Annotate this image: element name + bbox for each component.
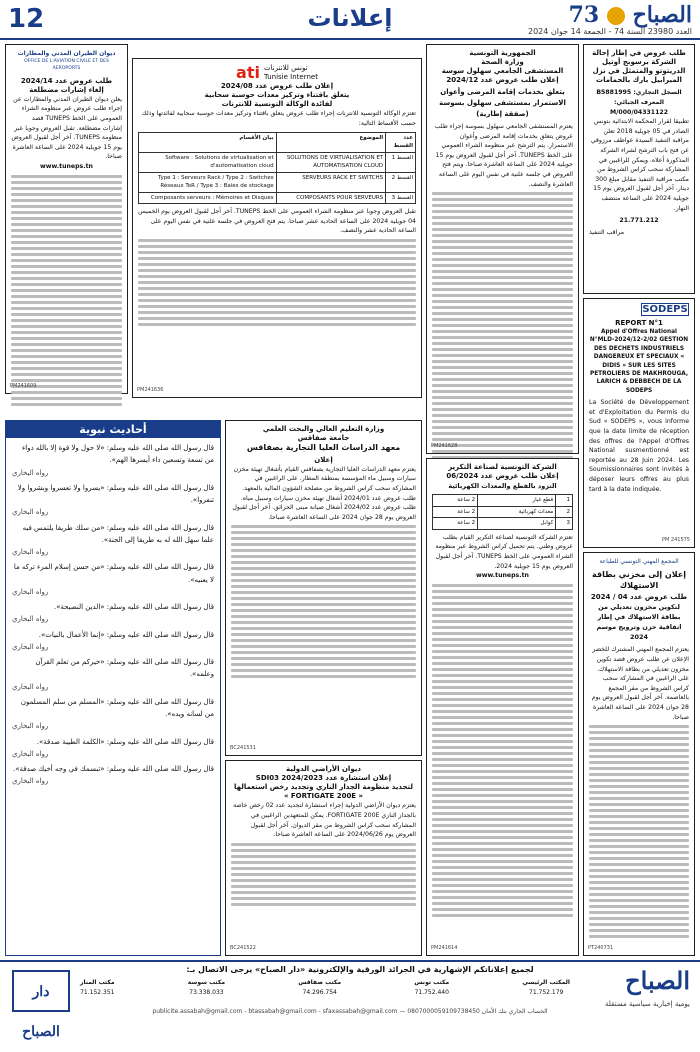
tender-number: إعلان طلب عروض عدد 2024/12 <box>446 76 559 85</box>
hadith-item: قال رسول الله صلى الله عليه وسلم: «الدين النصيحة». <box>53 603 214 611</box>
footer-title: لجميع إعلاناتكم الإشهارية في الجرائد الورقية والإلكترونية «دار الصباح» يرجى الاتصال بـ: <box>186 965 534 974</box>
table-cell: COMPOSANTS POUR SERVEURS <box>276 192 386 204</box>
hadith-item: قال رسول الله صلى الله عليه وسلم: «الكلمة الطيبة صدقة». <box>36 737 214 746</box>
hadith-item: قال رسول الله صلى الله عليه وسلم: «من سلك طريقا يلتمس فيه علما سهل الله له به طريقا إلى الجنة». <box>22 523 214 544</box>
ad-body: يعلن ديوان الطيران المدني والمطارات عن إجراء طلب عروض عبر منظومة الشراء العمومي على الخط TUNEPS قصد إشارات مضطلعة. تقبل العروض وجوبا عبر منظومة TUNEPS. آخر أجل لقبول العروض يوم 15 جويلية 2024 على الساعة العاشرة صباحا. <box>11 95 122 161</box>
section-title: إعلانات <box>307 4 393 32</box>
office-phone[interactable]: 71.752.440 <box>414 988 449 996</box>
footer-bank: publicite.assabah@gmail.com - btassabah@gmail.com - sfaxassabah@gmail.com — الحساب الجاري بنك الأمان 0807000059109738450 <box>152 1008 548 1015</box>
lots-table <box>432 494 573 530</box>
ad-subject: التزود بالقطع والمعدات الكهربائية <box>448 482 557 491</box>
footer-office <box>80 978 115 997</box>
office-phone[interactable]: 71.752.179 <box>529 988 564 996</box>
ad-body: يعتزم المستشفى الجامعي سهلول بسوسة إجراء طلب عروض يتعلق بخدمات إقامة المرضى وأعوان الاستمرار. يتم الترشح عبر منظومة الشراء العمومي على الخط TUNEPS. آخر أجل لقبول العروض يوم 15 جويلية 2024 على الساعة العاشرة صباحا. ويتم فتح العروض في جلسة علنية في نفس اليوم على الساعة العاشرة والنصف. <box>434 122 573 188</box>
consultation-number: إعلان استشارة عدد 2024/2023 SDI03 <box>255 774 392 783</box>
table-cell: قطع غيار <box>478 495 556 507</box>
office-name: مكتب تونس <box>414 979 450 986</box>
ad-intro: تعتزم الوكالة التونسية للانترنات إجراء طلب عروض يتعلق باقتناء وتركيز معدات حوسبة سحابية لفائدتها وذلك حسب الأقساط التالية: <box>141 110 416 127</box>
office-phone[interactable]: 71.152.351 <box>80 988 115 996</box>
company-name: الشركة التونسية لصناعة التكرير <box>448 463 557 471</box>
hadith-narrator: رواه البخاري <box>12 615 49 624</box>
ad-body: تعتزم الشركة التونسية لصناعة التكرير القيام بطلب عروض وطني. يتم تحميل كراس الشروط عبر منظومة الشراء العمومي على الخط TUNEPS. آخر أجل لقبول العروض يوم 15 جويلية 2024. <box>435 533 573 570</box>
hadith-item: قال رسول الله صلى الله عليه وسلم: «يسروا ولا تعسروا وبشروا ولا تنفروا». <box>17 483 214 504</box>
tuneps-link[interactable]: www.tuneps.tn <box>40 162 93 170</box>
registry: السجل التجاري: B5881995 <box>596 89 682 97</box>
page-number: 12 <box>8 4 45 34</box>
office-name: مكتب المنار <box>80 979 115 986</box>
ad-body: يعتزم المجمع المهني المشترك للخضر الإعلان عن طلب عروض قصد تكوين مخزون تعديلي من بطاقة الاستهلاك. على الراغبين في المشاركة سحب كراس الشروط من مقر المجمع بالعاصمة. آخر أجل لقبول العروض يوم 28 جوان 2024 على الساعة العاشرة صباحا. <box>591 646 689 721</box>
ad-subtitle: طلب عروض عدد 04 / 2024 <box>590 593 688 602</box>
table-cell: القسط 1 <box>386 152 416 172</box>
ad-subtitle-2: لتكوين مخزون تعديلي من بطاقة الاستهلاك في إطار اتفاقية خزن وترويج موسم 2024 <box>596 603 682 642</box>
table-cell: 2 ساعة <box>433 518 478 530</box>
table-row <box>433 518 573 530</box>
hadith-item: قال رسول الله صلى الله عليه وسلم: «المسلم من سلم المسلمون من لسانه ويده». <box>20 697 214 718</box>
tender-number: طلب عروض عدد 2024/14 <box>20 76 113 85</box>
table-cell: القسط 2 <box>386 172 416 192</box>
ad-body: يعتزم معهد الدراسات العليا التجارية بصفاقس القيام بأشغال تهيئة مخزن سيارات وسبيل ماء المؤسسة بمنطقة المطار. على الراغبين في المشاركة سحب كراس الشروط من مصلحة الشؤون المالية بالمعهد. طلب عروض عدد 2024/01 أشغال تهيئة مخزن سيارات وسبيل مياه. طلب عروض عدد 2024/02 أشغال صيانة مبنى الحرائق. آخر أجل لقبول العروض يوم 28 جوان 2024 على الساعة العاشرة صباحا. <box>232 465 416 521</box>
ad-code: PM241614 <box>431 945 458 952</box>
ministry-line: وزارة التعليم العالي والبحث العلمي <box>262 425 385 433</box>
table-cell: 2 ساعة <box>433 506 478 518</box>
newspaper-logo: الصباح 73 <box>568 2 692 28</box>
tender-subject: إلغاء إشارات مضطلعة <box>29 85 104 94</box>
office-name: ديوان الأراضي الدولية <box>286 765 361 773</box>
oaca-logo-fr: OFFICE DE L'AVIATION CIVILE ET DES AEROPORTS <box>24 59 109 72</box>
table-cell: معدات كهربائية <box>478 506 556 518</box>
hadith-narrator: رواه البخاري <box>12 722 49 731</box>
oaca-logo: ديوان الطيران المدني والمطارات <box>17 50 116 57</box>
ad-code: BC241522 <box>230 945 256 952</box>
ad-body: تقبل العروض وجوبا عبر منظومة الشراء العمومي على الخط TUNEPS. آخر أجل لقبول العروض يوم الخميس 04 جويلية 2024 على الساعة الحادية عشر صباحا. يتم فتح العروض في جلسة علنية في نفس اليوم على الساعة الحادية عشر والنصف. <box>138 208 416 235</box>
table-cell: SERVEURS RACK ET SWITCHS <box>276 172 386 192</box>
ad-code: BC241531 <box>230 745 256 752</box>
table-cell: 3 <box>556 518 573 530</box>
tender-subject: يتعلق باقتناء وتركيز معدات حوسبة سحابية <box>204 91 350 100</box>
lots-table <box>138 132 416 205</box>
footer-office <box>188 978 225 997</box>
text-filler <box>138 239 416 326</box>
tender-beneficiary: لفائدة الوكالة التونسية للانترنات <box>221 100 333 109</box>
ministry-line: وزارة الصحة <box>481 58 524 67</box>
hadith-title: أحاديث نبوية <box>6 421 220 438</box>
ad-hospital-sahloul <box>426 44 579 454</box>
table-row <box>433 495 573 507</box>
text-filler <box>11 175 122 406</box>
product-name: « FORTIGATE 200E » <box>283 792 364 801</box>
footer-tagline: يومية إخبارية سياسية مستقلة <box>604 1000 690 1008</box>
ad-title: إعلان إلى مخزني بطاقة الاستهلاك <box>592 570 686 590</box>
ad-subject: يتعلق بخدمات إقامة المرضى وأعوان الاستمرار بمستشفى سهلول بسوسة (صفقة إطارية) <box>439 88 566 119</box>
hadith-narrator: رواه البخاري <box>12 508 49 517</box>
contact-phone: 21.771.212 <box>619 217 659 225</box>
issue-line: العدد 23980 السنة 74 - الجمعة 14 جوان 2024 <box>528 27 692 36</box>
text-filler <box>231 525 416 678</box>
footer-main-logo: الصباح <box>625 966 690 995</box>
hadith-item: قال رسول الله صلى الله عليه وسلم: «لا حول ولا قوة إلا بالله دواء من تسعة وتسعين داء أيسرها الهم». <box>21 444 214 465</box>
office-phone[interactable]: 73.338.033 <box>189 988 224 996</box>
ad-subtitle: Appel d'Offres National N°MLD-2024/12-2/02 GESTION DES DECHETS INDUSTRIELS DANGEREUX ET SPECIAUX « DIDIS » SUR LES SITES PETROLIERS DE MAKHROUGA, LARICH & DEBBECH DE LA SODEPS <box>589 329 689 394</box>
signature: مراقب التنفيذ <box>589 228 625 236</box>
table-cell: Composants serveurs : Mémoires et Disques <box>139 192 277 204</box>
table-cell: القسط 3 <box>386 192 416 204</box>
ati-logo: ati تونس للانترنات Tunisie Internet <box>236 63 318 82</box>
office-phone[interactable]: 74.296.754 <box>302 988 337 996</box>
hospital-name: المستشفى الجامعي سهلول سوسة <box>441 67 564 76</box>
text-filler <box>432 584 573 917</box>
ad-sodeps <box>583 298 695 548</box>
tender-number: إعلان طلب عروض عدد 06/2024 <box>446 472 559 481</box>
text-filler <box>231 843 416 906</box>
ad-code: PM 241575 <box>661 537 690 544</box>
table-cell: 2 ساعة <box>433 495 478 507</box>
hadith-narrator: رواه البخاري <box>12 548 49 556</box>
sun-icon <box>607 7 625 25</box>
text-filler <box>432 192 573 459</box>
hadith-list <box>6 438 220 795</box>
hadith-narrator: رواه البخاري <box>12 777 49 786</box>
office-name: مكتب سوسة <box>187 979 226 986</box>
tender-number: إعلان طلب عروض عدد 2024/08 <box>220 82 334 90</box>
table-header-cell: عدد القسط <box>386 132 416 152</box>
ad-code: PM241628 <box>431 443 458 450</box>
ad-diwan-lands <box>225 760 422 956</box>
ad-tunisie-internet <box>132 58 422 398</box>
ad-oaca <box>5 44 128 394</box>
footer-office <box>522 978 570 997</box>
hadith-narrator: رواه البخاري <box>12 749 49 758</box>
sodeps-logo: SODEPS <box>642 304 688 315</box>
hadith-item: قال رسول الله صلى الله عليه وسلم: «من حسن إسلام المرء تركه ما لا يعنيه». <box>13 563 214 584</box>
ad-body: تطبيقا لقرار المحكمة الابتدائية بتونس الصادر في 05 جويلية 2018 تعلن مراقبة التنفيذ السيدة عواطف مرزوقي عن فتح باب الترشح لشراء الشركة المذكورة أعلاه. ويمكن للراغبين في المشاركة سحب كراس الشروط من مكتب مراقبة التنفيذ مقابل مبلغ 300 دينار. آخر أجل لقبول العروض يوم 15 جويلية 2024 على الساعة منتصف النهار. <box>590 118 689 212</box>
group-logo: المجمع المهني التونسي للطباعة <box>599 558 679 565</box>
office-name: المكتب الرئيسي <box>522 979 570 986</box>
footer-small-logo: دار الصباح <box>12 970 70 1012</box>
hadith-section <box>5 420 221 956</box>
table-cell: 1 <box>556 495 573 507</box>
hadith-item: قال رسول الله صلى الله عليه وسلم: «إنما الأعمال بالنيات». <box>38 630 214 639</box>
ad-code: PT240731 <box>588 945 614 952</box>
table-row <box>139 172 416 192</box>
office-name: مكتب صفاقس <box>298 979 342 986</box>
hadith-item: قال رسول الله صلى الله عليه وسلم: «تبسمك في وجه أخيك صدقة». <box>12 765 214 773</box>
country-line: الجمهورية التونسية <box>469 49 536 57</box>
institute-name: معهد الدراسات العليا التجارية بصفاقس <box>246 443 401 453</box>
hadith-item: قال رسول الله صلى الله عليه وسلم: «خيركم من تعلم القرآن وعلمه». <box>35 658 214 679</box>
page-footer <box>0 960 700 1040</box>
footer-offices <box>80 978 570 997</box>
tax-id: المعرف الجبائي: 04331122/M/000 <box>609 98 669 116</box>
footer-office <box>414 978 449 997</box>
university-line: جامعة صفاقس <box>297 434 350 443</box>
page-header <box>0 0 700 40</box>
notice-label: إعلان <box>314 455 333 464</box>
consultation-subject: لتجديد منظومة الجدار الناري وتجديد رخص استعمالها <box>233 783 413 792</box>
table-cell: Type 1 : Serveurs Rack / Type 2 : Switches Réseaux ToR / Type 3 : Baies de stockage <box>139 172 277 192</box>
footer-office <box>298 978 341 997</box>
ad-code: PM241609 <box>10 383 37 390</box>
ad-body: يعتزم ديوان الأراضي الدولية إجراء استشارة لتجديد عدد 02 رخص خاصة بالجدار الناري FORTIGATE 200E. يمكن للمتعهدين الراغبين في المشاركة سحب كراس الشروط من مقر الديوان. آخر أجل لقبول العروض يوم 2024/06/26 على الساعة العاشرة صباحا. <box>233 802 416 839</box>
ad-stir-refinery <box>426 458 579 956</box>
tuneps-link[interactable]: www.tuneps.tn <box>476 572 529 580</box>
table-header-cell: بيان الأقسام <box>139 132 277 152</box>
table-cell: 2 <box>556 506 573 518</box>
ad-title: REPORT N°1 <box>615 319 663 327</box>
table-cell: كوابل <box>478 518 556 530</box>
ad-code: PM241636 <box>137 387 164 394</box>
ad-hotel-sale <box>583 44 695 294</box>
table-cell: Software : Solutions de virtualisation et d'automatisation cloud <box>139 152 277 172</box>
hadith-narrator: رواه البخاري <box>12 468 49 477</box>
ad-title: طلب عروض في إطار إحالة الشركة برسوبج أوتيل الدريتوتو والمتمثل في نزل الميرابيل بارك بالحمامات <box>592 49 686 85</box>
hadith-narrator: رواه البخاري <box>12 642 49 651</box>
ad-consumption-stock <box>583 552 695 956</box>
hadith-narrator: رواه البخاري <box>12 682 49 691</box>
table-row <box>139 152 416 172</box>
ad-sfax-institute <box>225 420 422 756</box>
text-filler <box>589 725 689 938</box>
table-row <box>433 506 573 518</box>
hadith-narrator: رواه البخاري <box>12 587 49 596</box>
table-cell: SOLUTIONS DE VIRTUALISATION ET AUTOMATISATION CLOUD <box>276 152 386 172</box>
table-row <box>139 192 416 204</box>
ad-body: La Société de Développement et d'Exploitation du Permis du Sud « SODEPS », vous informe que la date limite de réception des offres de l'Appel d'Offres National susmentionné est reportée au 28 Juin 2024. Les Soumissionnaires sont invités à déposer leurs offres au plus tard à la date indiquée. <box>589 399 689 493</box>
table-header-cell: الموضوع <box>276 132 386 152</box>
